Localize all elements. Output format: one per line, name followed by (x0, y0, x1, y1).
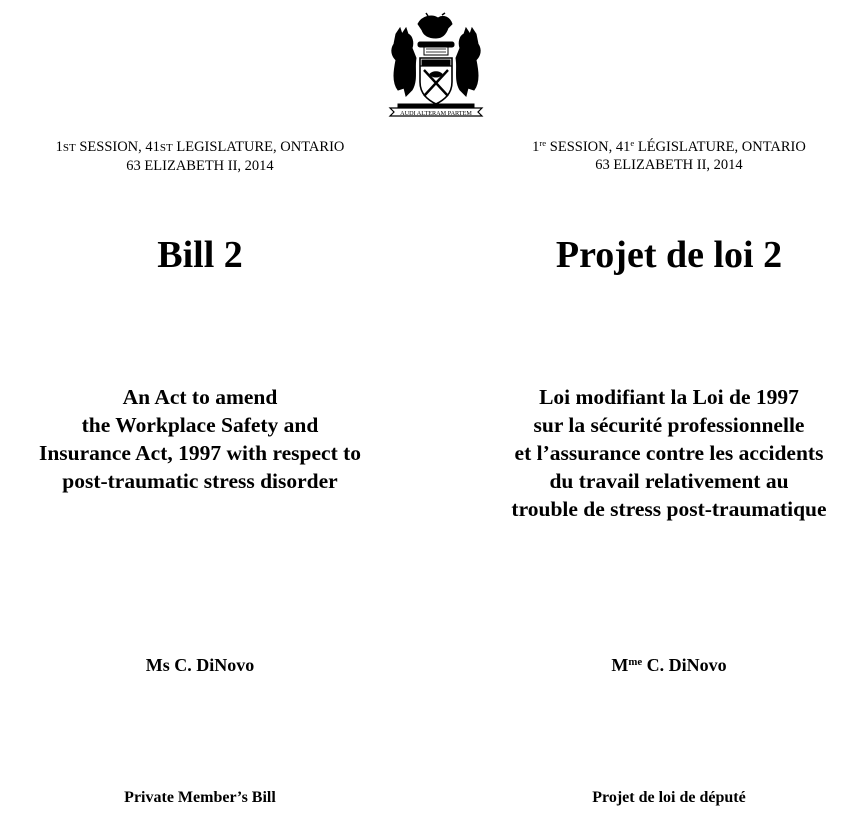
french-act-title-line: Loi modifiant la Loi de 1997 (539, 385, 799, 409)
english-session-line-1: 1ST SESSION, 41ST LEGISLATURE, ONTARIO (55, 139, 345, 155)
english-member-name: Ms C. DiNovo (145, 655, 255, 675)
french-act-title-line: sur la sécurité professionnelle (533, 413, 805, 437)
french-session-line-2: 63 ELIZABETH II, 2014 (595, 157, 743, 173)
french-member-name: $M^{me}$ C. DiNovo (611, 655, 727, 675)
english-act-title-line: the Workplace Safety and (81, 413, 319, 437)
french-session-info (478, 138, 860, 174)
crest-motto-text: AUDI ALTERAM PARTEM (400, 110, 472, 117)
french-bill-title: Projet de loi 2 (555, 234, 783, 276)
french-bill-type: Projet de loi de député (592, 789, 746, 806)
english-session-info (0, 138, 400, 175)
crest-drawing (390, 13, 482, 116)
english-session-line-2: 63 ELIZABETH II, 2014 (126, 158, 274, 174)
french-act-title-line: du travail relativement au (549, 469, 789, 493)
french-act-title (478, 383, 860, 523)
french-act-title-line: trouble de stress post-traumatique (511, 497, 827, 521)
english-act-title (0, 383, 400, 495)
french-act-title-line: et l’assurance contre les accidents (514, 441, 824, 465)
english-bill-type: Private Member’s Bill (124, 789, 276, 806)
english-act-title-line: post-traumatic stress disorder (62, 469, 338, 493)
english-bill-title: Bill 2 (157, 234, 243, 276)
english-act-title-line: Insurance Act, 1997 with respect to (38, 441, 362, 465)
french-session-line-1: 1re SESSION, 41e LÉGISLATURE, ONTARIO (532, 138, 806, 155)
ontario-coat-of-arms-logo (384, 12, 488, 122)
english-act-title-line: An Act to amend (122, 385, 278, 409)
